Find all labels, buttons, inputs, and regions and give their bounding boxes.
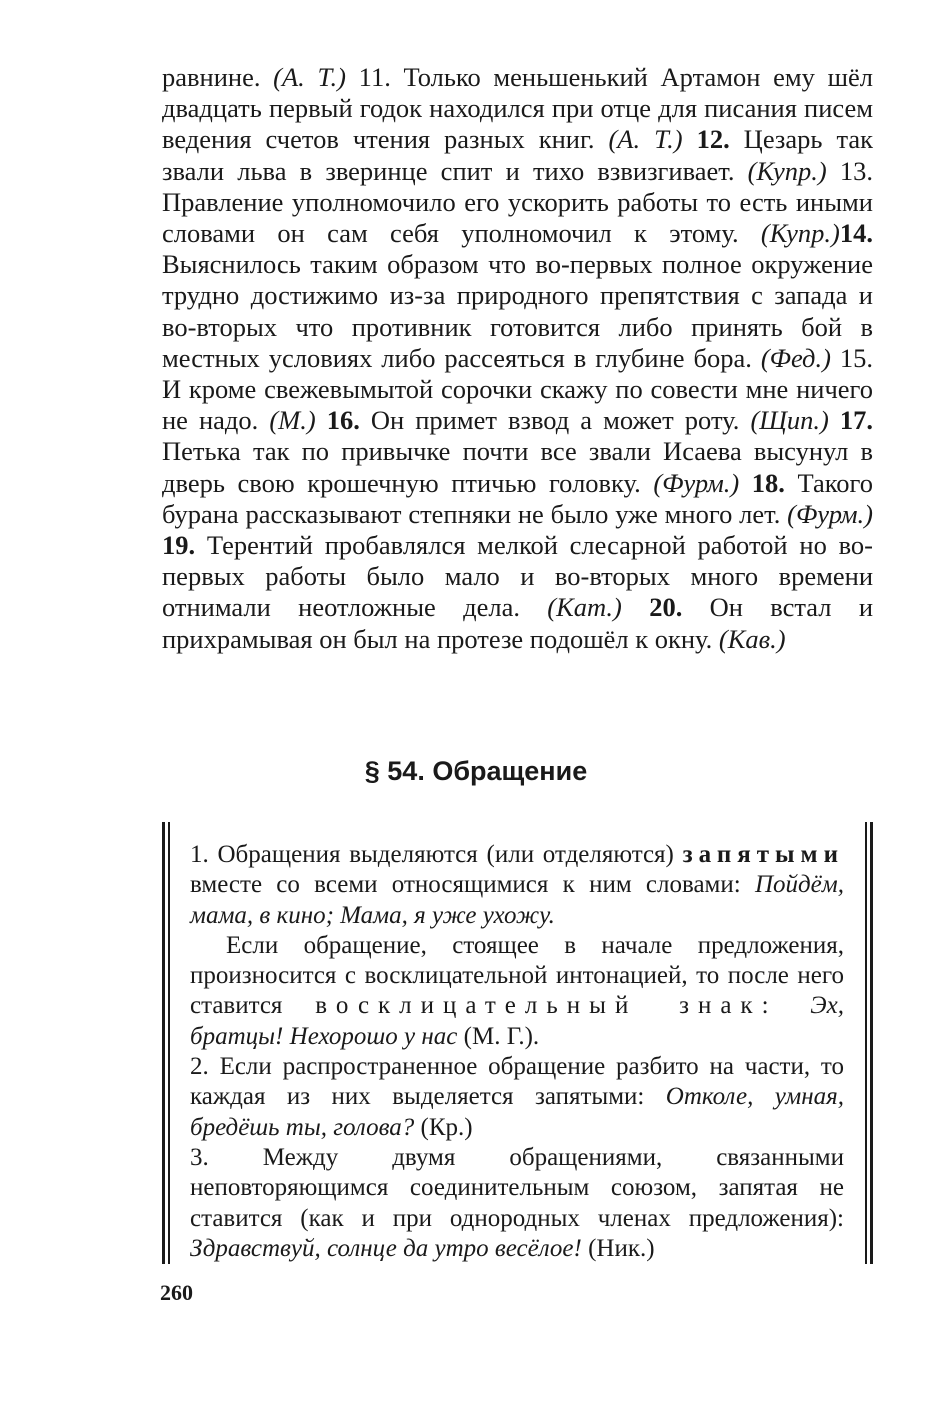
exercise-14: Выяснилось таким образом что во-первых полное окружение трудно достижимо из-за природного препятствия с запада и во-вторых что противник готовится либо принять бой в местных условиях либо рассеяться в глубине бора. xyxy=(162,249,873,373)
exercise-16: Он примет взвод а может роту. xyxy=(359,405,751,436)
exercise-13-number: 13. xyxy=(826,155,873,186)
source-14: (Фед.) xyxy=(760,342,831,373)
exercise-13: Правление уполномочило его ускорить работы то есть иными словами он сам себя уполномочил к этому. xyxy=(162,186,873,249)
source-11: (А. Т.) xyxy=(608,124,683,155)
rule-3-example: Здравствуй, солнце да утро весёлое! xyxy=(190,1234,582,1262)
exercise-11-number: 11. xyxy=(346,62,391,92)
rule-2 xyxy=(190,1052,844,1143)
rule-2-example: Отколе, умная, бредёшь ты, голова? xyxy=(190,1083,844,1141)
source-17: (Фурм.) xyxy=(653,467,740,498)
rule-1-p2-source: (М. Г.). xyxy=(457,1022,540,1050)
rule-1-p2-text: Если обращение, стоящее в начале предложения, произносится с восклицательной интонацией, то после него ставится xyxy=(190,931,844,1020)
exercise-10-end: равнине. xyxy=(162,62,274,92)
exercise-17-number: 17. xyxy=(828,405,874,436)
rule-1-p2-example: Эх, братцы! Нехорошо у нас xyxy=(190,992,845,1050)
box-border-right-inner xyxy=(865,822,867,1264)
exercise-19: Терентий пробавлялся мелкой слесарной работой но во-первых работы было мало и во-вторых много времени отнимали неотложные дела. xyxy=(162,530,873,623)
box-border-left-outer xyxy=(162,822,165,1264)
rule-3-source: (Ник.) xyxy=(581,1234,655,1262)
exercise-15-number: 15. xyxy=(830,342,873,373)
source-10: (А. Т.) xyxy=(273,62,346,92)
rule-1-paragraph-2 xyxy=(190,931,844,1052)
exercise-11: Только меньшенький Артамон ему шёл двадцать первый годок находился при отце для писания писем ведения счетов чтения разных книг. xyxy=(162,62,873,155)
exercise-20: Он встал и прихрамывая он был на протезе подошёл к окну. xyxy=(162,592,874,654)
rule-1-text: 1. Обращения выделяются (или отделяются) xyxy=(190,841,683,868)
source-19: (Кат.) xyxy=(547,592,622,623)
exercise-text xyxy=(162,62,873,655)
exercise-16-number: 16. xyxy=(315,405,360,436)
page-number: 260 xyxy=(160,1280,193,1305)
rule-1-example: Пойдём, мама, в кино; Мама, я уже ухожу. xyxy=(190,871,844,929)
exercise-19-number: 19. xyxy=(162,530,196,561)
box-border-left-inner xyxy=(168,822,170,1264)
source-12: (Купр.) xyxy=(747,155,827,186)
source-15: (М.) xyxy=(269,405,316,436)
section-heading: § 54. Обращение xyxy=(364,756,588,786)
rule-1-emphasis: запятыми xyxy=(682,841,844,868)
exercise-12: Цезарь так звали льва в зверинце спит и тихо взвизгивает. xyxy=(162,124,873,186)
rule-1 xyxy=(190,840,844,931)
source-20: (Кав.) xyxy=(718,623,786,654)
exercise-12-number: 12. xyxy=(682,124,730,155)
source-16: (Щип.) xyxy=(750,405,829,436)
exercise-17: Петька так по привычке почти все звали Исаева высунул в дверь свою крошечную птичью головку. xyxy=(162,436,873,498)
rule-2-source: (Кр.) xyxy=(414,1113,473,1141)
rule-3 xyxy=(190,1143,844,1264)
rule-1-p2-emphasis: восклицательный знак: xyxy=(315,992,778,1020)
source-13: (Купр.) xyxy=(760,218,840,249)
exercise-14-number: 14. xyxy=(839,218,873,249)
rule-1-text-cont: вместе со всеми относящимися к ним словами: xyxy=(190,871,755,899)
rule-2-text: 2. Если распространенное обращение разбито на части, то каждая из них выделяется запятыми: xyxy=(190,1053,844,1111)
rule-3-text: 3. Между двумя обращениями, связанными неповторяющимся соединительным союзом, запятая не ставится (как и при однородных членах предложения): xyxy=(190,1143,844,1232)
box-border-right-outer xyxy=(870,822,873,1264)
exercise-15: И кроме свежевымытой сорочки скажу по совести мне ничего не надо. xyxy=(162,374,873,436)
exercise-20-number: 20. xyxy=(621,592,683,623)
exercise-18: Такого бурана рассказывают степняки не было уже много лет. xyxy=(162,467,874,529)
rules-box xyxy=(162,822,873,1264)
rules-text xyxy=(190,840,844,1264)
source-18: (Фурм.) xyxy=(787,498,873,529)
exercise-18-number: 18. xyxy=(739,467,785,498)
